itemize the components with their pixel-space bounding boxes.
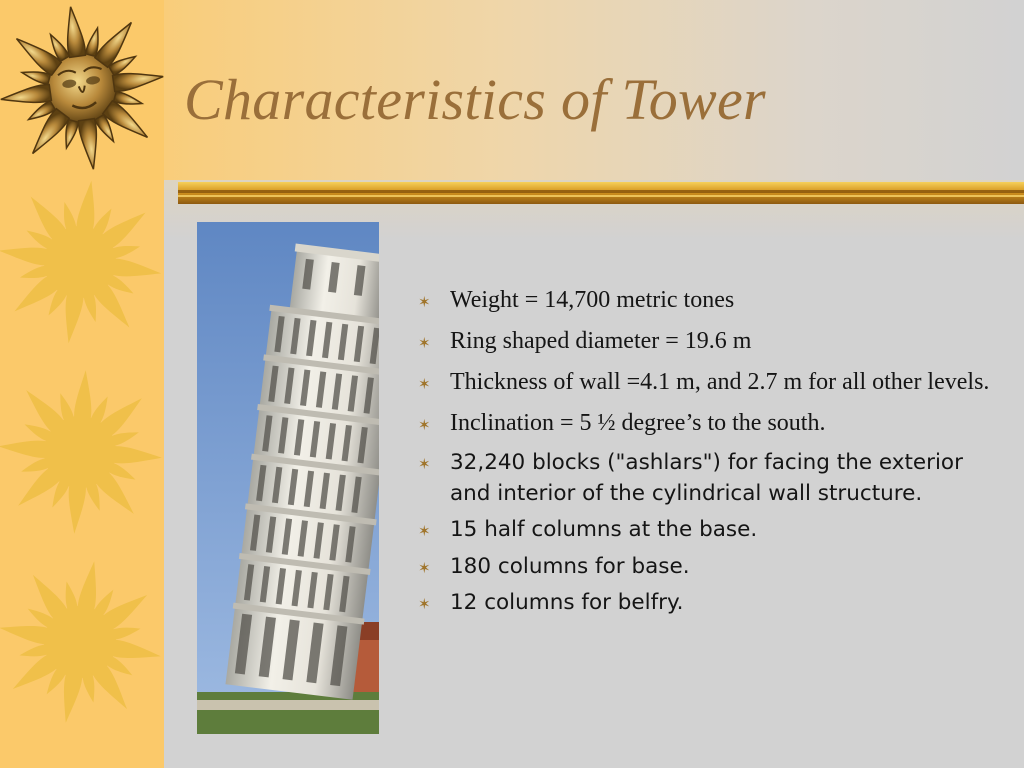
bullet-text: 180 columns for base.	[450, 553, 690, 579]
bullet-text: 12 columns for belfry.	[450, 590, 684, 615]
six-point-star-icon: ✶	[418, 375, 431, 393]
six-point-star-icon: ✶	[418, 522, 431, 540]
list-item	[418, 588, 998, 619]
bullet-text: Inclination = 5 ½ degree’s to the south.	[450, 410, 826, 436]
six-point-star-icon: ✶	[418, 416, 431, 434]
list-item	[418, 325, 998, 358]
six-point-star-icon: ✶	[418, 334, 431, 352]
six-point-star-icon: ✶	[418, 455, 431, 473]
characteristics-list	[418, 284, 998, 625]
slide-title: Characteristics of Tower	[184, 67, 766, 132]
six-point-star-icon: ✶	[418, 558, 431, 577]
list-item	[418, 552, 998, 583]
sun-icon	[0, 169, 164, 354]
six-point-star-icon: ✶	[418, 595, 431, 613]
sun-icon	[0, 547, 164, 737]
title-divider-rule	[178, 182, 1024, 204]
list-item	[418, 366, 998, 399]
decorative-sidebar	[0, 0, 164, 768]
leaning-tower-of-pisa-photo	[197, 222, 379, 734]
list-item	[418, 448, 998, 509]
bullet-text: Thickness of wall =4.1 m, and 2.7 m for all other levels.	[450, 369, 990, 395]
gold-sun-face-icon	[0, 0, 164, 181]
list-item	[418, 407, 998, 440]
list-item	[418, 515, 998, 546]
list-item	[418, 284, 998, 317]
bullet-text: Ring shaped diameter = 19.6 m	[450, 328, 752, 354]
bullet-text: 32,240 blocks ("ashlars") for facing the exterior and interior of the cylindrical wall structure.	[450, 450, 963, 506]
bullet-text: 15 half columns at the base.	[450, 517, 758, 542]
sun-decorations	[0, 0, 164, 768]
tower-illustration	[197, 222, 379, 734]
six-point-star-icon: ✶	[418, 293, 431, 311]
bullet-text: Weight = 14,700 metric tones	[450, 287, 735, 313]
sun-icon	[0, 364, 164, 539]
